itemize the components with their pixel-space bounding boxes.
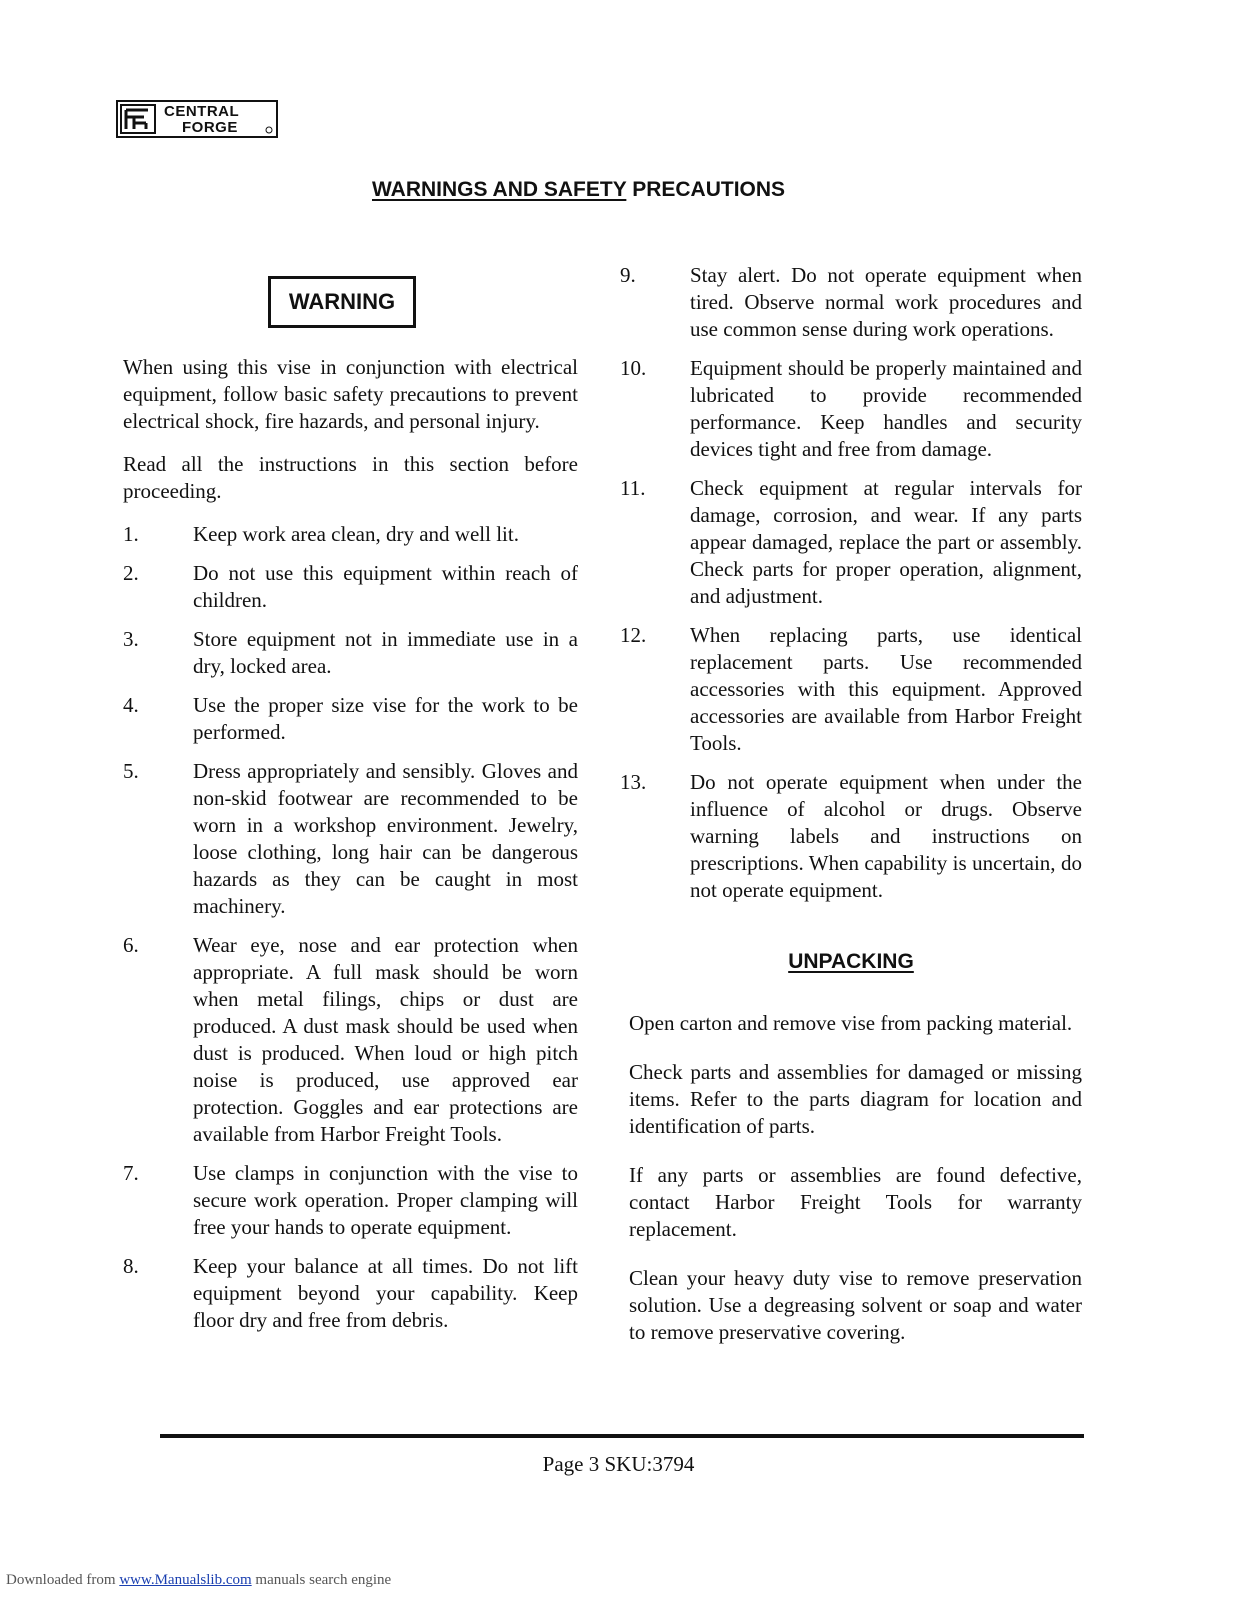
manualslib-link[interactable]: www.Manualslib.com (119, 1572, 252, 1588)
item-text: Keep your balance at all times. Do not lift equipment beyond your capability. Keep floor dry and free from debris. (193, 1254, 578, 1332)
list-item (123, 1253, 578, 1334)
list-item (620, 769, 1082, 904)
item-text: Do not use this equipment within reach of children. (193, 561, 578, 612)
page-title (372, 178, 785, 202)
item-number: 2. (123, 561, 139, 585)
item-number: 7. (123, 1161, 139, 1185)
central-forge-logo (116, 100, 278, 138)
item-number: 12. (620, 623, 647, 647)
logo-line1: CENTRAL (164, 103, 240, 120)
item-text: Use clamps in conjunction with the vise to secure work operation. Proper clamping will free your hands to operate equipment. (193, 1161, 578, 1239)
item-number: 10. (620, 356, 647, 380)
list-item (123, 521, 578, 548)
download-suffix: manuals search engine (251, 1572, 392, 1588)
item-text: Do not operate equipment when under the influence of alcohol or drugs. Observe warning labels and instructions on prescriptions. When capability is uncertain, do not operate equipment. (690, 770, 1082, 902)
list-item (123, 1160, 578, 1241)
item-number: 3. (123, 627, 139, 651)
list-item (620, 475, 1082, 610)
unpacking-section (629, 1010, 1082, 1368)
warning-label: WARNING (288, 289, 396, 314)
item-number: 4. (123, 693, 139, 717)
unpacking-paragraph: Clean your heavy duty vise to remove preservation solution. Use a degreasing solvent or soap and water to remove preservative covering. (629, 1266, 1082, 1344)
list-item (620, 622, 1082, 757)
list-item (620, 355, 1082, 463)
footer-divider (160, 1434, 1084, 1438)
item-text: Stay alert. Do not operate equipment when tired. Observe normal work procedures and use common sense during work operations. (690, 263, 1082, 341)
download-note (6, 1572, 391, 1589)
list-item (620, 262, 1082, 343)
safety-list-right (620, 262, 1082, 904)
item-text: Equipment should be properly maintained and lubricated to provide recommended performance. Keep handles and security devices tight and free from damage. (690, 356, 1082, 461)
item-number: 5. (123, 759, 139, 783)
item-number: 13. (620, 770, 647, 794)
title-underlined: WARNINGS AND SAFETY (372, 178, 627, 201)
item-text: Wear eye, nose and ear protection when appropriate. A full mask should be worn when metal filings, chips or dust are produced. A dust mask should be used when dust is produced. When loud or high pitch noise is produced, use approved ear protection. Goggles and ear protections are available from Harbor Freight Tools. (193, 933, 578, 1146)
intro-paragraph: Read all the instructions in this section before proceeding. (123, 452, 578, 503)
list-item (123, 626, 578, 680)
unpacking-heading: UNPACKING (788, 950, 914, 973)
unpacking-paragraph: Open carton and remove vise from packing material. (629, 1011, 1073, 1035)
list-item (123, 758, 578, 920)
item-text: When replacing parts, use identical replacement parts. Use recommended accessories with this equipment. Approved accessories are available from Harbor Freight Tools. (690, 623, 1082, 755)
unpacking-paragraph: If any parts or assemblies are found defective, contact Harbor Freight Tools for warranty replacement. (629, 1163, 1082, 1241)
item-number: 8. (123, 1254, 139, 1278)
item-number: 11. (620, 476, 646, 500)
item-number: 1. (123, 522, 139, 546)
warning-box (268, 276, 416, 328)
item-text: Keep work area clean, dry and well lit. (193, 522, 519, 546)
list-item (123, 560, 578, 614)
title-rest: PRECAUTIONS (626, 178, 786, 201)
right-column (620, 262, 1082, 916)
left-column (123, 354, 578, 1346)
download-prefix: Downloaded from (6, 1572, 120, 1588)
unpacking-paragraph: Check parts and assemblies for damaged or missing items. Refer to the parts diagram for location and identification of parts. (629, 1060, 1082, 1138)
item-text: Store equipment not in immediate use in a dry, locked area. (193, 627, 578, 678)
item-text: Dress appropriately and sensibly. Gloves and non-skid footwear are recommended to be worn in a workshop environment. Jewelry, loose clothing, long hair can be dangerous hazards as they can be caught in most machinery. (193, 759, 578, 918)
logo-line2: FORGE (182, 119, 238, 136)
page-footer: Page 3 SKU:3794 (542, 1452, 695, 1476)
item-text: Use the proper size vise for the work to be performed. (193, 693, 578, 744)
list-item (123, 932, 578, 1148)
item-number: 9. (620, 263, 636, 287)
safety-list-left (123, 521, 578, 1334)
list-item (123, 692, 578, 746)
item-text: Check equipment at regular intervals for damage, corrosion, and wear. If any parts appear damaged, replace the part or assembly. Check parts for proper operation, alignment, and adjustment. (690, 476, 1082, 608)
item-number: 6. (123, 933, 139, 957)
intro-paragraph: When using this vise in conjunction with electrical equipment, follow basic safety precautions to prevent electrical shock, fire hazards, and personal injury. (123, 355, 578, 433)
